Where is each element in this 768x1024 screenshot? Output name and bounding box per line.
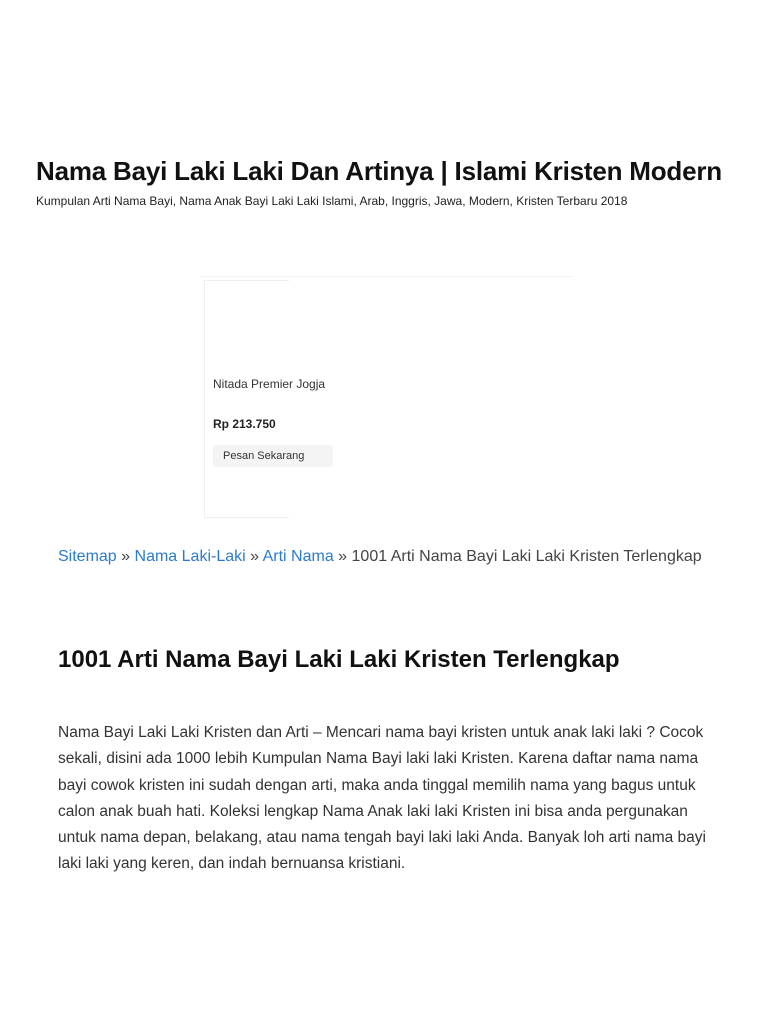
order-now-button[interactable]: Pesan Sekarang xyxy=(213,445,333,467)
breadcrumb-current: 1001 Arti Nama Bayi Laki Laki Kristen Terlengkap xyxy=(351,548,702,565)
ad-product-image[interactable] xyxy=(205,281,289,371)
ad-product-card[interactable] xyxy=(204,280,326,518)
ad-product-name[interactable]: Nitada Premier Jogja xyxy=(213,377,326,391)
ad-banner xyxy=(200,276,572,519)
breadcrumb-separator: » xyxy=(338,548,348,565)
breadcrumb-link-nama-laki-laki[interactable]: Nama Laki-Laki xyxy=(134,548,246,565)
ad-product-price: Rp 213.750 xyxy=(213,417,276,431)
breadcrumb-link-arti-nama[interactable]: Arti Nama xyxy=(262,548,334,565)
breadcrumb-link-sitemap[interactable]: Sitemap xyxy=(58,548,117,565)
breadcrumb xyxy=(58,548,702,566)
breadcrumb-separator: » xyxy=(250,548,260,565)
site-title[interactable]: Nama Bayi Laki Laki Dan Artinya | Islami Kristen Modern xyxy=(36,156,722,186)
breadcrumb-separator: » xyxy=(121,548,131,565)
post-title: 1001 Arti Nama Bayi Laki Laki Kristen Terlengkap xyxy=(58,646,620,673)
post-intro-paragraph: Nama Bayi Laki Laki Kristen dan Arti – Mencari nama bayi kristen untuk anak laki laki ? Cocok sekali, disini ada 1000 lebih Kumpulan Nama Bayi laki laki Kristen. Karena daftar nama nama bayi cowok kristen ini sudah dengan arti, maka anda tinggal memilih nama yang bagus untuk calon anak buah hati. Koleksi lengkap Nama Anak laki laki Kristen ini bisa anda pergunakan untuk nama depan, belakang, atau nama tengah bayi laki laki Anda. Banyak loh arti nama bayi laki laki yang keren, dan indah bernuansa kristiani. xyxy=(58,724,706,873)
site-description: Kumpulan Arti Nama Bayi, Nama Anak Bayi Laki Laki Islami, Arab, Inggris, Jawa, Modern, Kristen Terbaru 2018 xyxy=(36,194,628,208)
